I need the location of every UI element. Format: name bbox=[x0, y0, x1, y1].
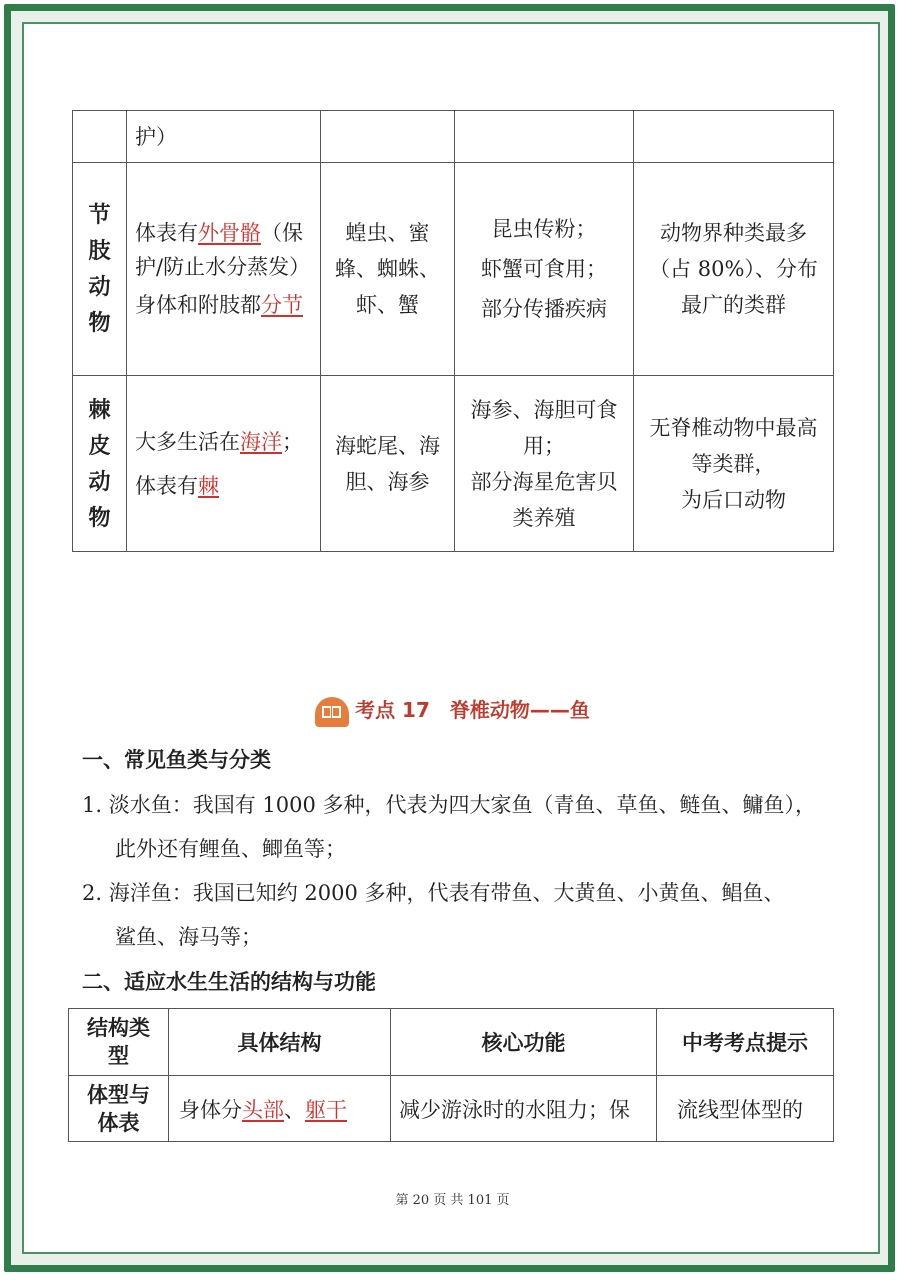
feature-cell: 体表有外骨骼（保护/防止水分蒸发） 身体和附肢都分节 bbox=[127, 163, 321, 376]
relation-cell: 海参、海胆可食用； 部分海星危害贝类养殖 bbox=[455, 376, 634, 552]
section-heading bbox=[0, 694, 905, 727]
list-item-cont: 鲨鱼、海马等； bbox=[115, 925, 262, 949]
tip-cell: 流线型体型的 bbox=[657, 1076, 834, 1142]
list-item-cont: 此外还有鲤鱼、鲫鱼等； bbox=[115, 837, 346, 861]
highlight-term: 分节 bbox=[261, 293, 303, 317]
section-title: 考点 17 脊椎动物——鱼 bbox=[355, 698, 590, 722]
column-header: 中考考点提示 bbox=[657, 1009, 834, 1076]
invertebrate-table bbox=[72, 110, 834, 552]
table-header-row bbox=[69, 1009, 834, 1076]
table-row bbox=[73, 376, 834, 552]
highlight-term: 棘 bbox=[198, 473, 219, 498]
example-cell: 蝗虫、蜜蜂、蜘蛛、虾、蟹 bbox=[321, 163, 455, 376]
column-header: 结构类型 bbox=[69, 1009, 169, 1076]
table-row bbox=[73, 111, 834, 163]
relation-cell: 昆虫传粉； 虾蟹可食用； 部分传播疾病 bbox=[455, 163, 634, 376]
category-cell bbox=[73, 111, 127, 163]
heading-common-fish: 一、常见鱼类与分类 bbox=[82, 747, 271, 772]
relation-cell bbox=[455, 111, 634, 163]
category-cell: 棘皮动物 bbox=[73, 376, 127, 552]
function-cell: 减少游泳时的水阻力；保 bbox=[391, 1076, 657, 1142]
column-header: 具体结构 bbox=[169, 1009, 391, 1076]
fish-structure-table bbox=[68, 1008, 834, 1142]
highlight-term: 海洋 bbox=[240, 429, 282, 454]
structure-cell: 身体分头部、躯干 bbox=[169, 1076, 391, 1142]
type-cell: 体型与体表 bbox=[69, 1076, 169, 1142]
list-item: 1. 淡水鱼：我国有 1000 多种，代表为四大家鱼（青鱼、草鱼、鲢鱼、鳙鱼）， bbox=[82, 793, 817, 817]
highlight-term: 头部 bbox=[242, 1097, 284, 1122]
example-cell bbox=[321, 111, 455, 163]
note-cell bbox=[634, 111, 834, 163]
feature-cell: 大多生活在海洋； 体表有棘 bbox=[127, 376, 321, 552]
book-icon bbox=[315, 697, 349, 727]
list-item: 2. 海洋鱼：我国已知约 2000 多种，代表有带鱼、大黄鱼、小黄鱼、鲳鱼、 bbox=[82, 881, 785, 905]
page-footer: 第 20 页 共 101 页 bbox=[395, 1193, 510, 1208]
column-header: 核心功能 bbox=[391, 1009, 657, 1076]
note-cell: 无脊椎动物中最高等类群， 为后口动物 bbox=[634, 376, 834, 552]
table-row bbox=[73, 163, 834, 376]
table-row bbox=[69, 1076, 834, 1142]
category-cell: 节肢动物 bbox=[73, 163, 127, 376]
example-cell: 海蛇尾、海胆、海参 bbox=[321, 376, 455, 552]
highlight-term: 躯干 bbox=[305, 1097, 347, 1122]
heading-adaptation: 二、适应水生生活的结构与功能 bbox=[82, 969, 376, 994]
feature-cell: 护） bbox=[127, 111, 321, 163]
highlight-term: 外骨骼 bbox=[198, 221, 261, 245]
note-cell: 动物界种类最多（占 80%）、分布最广的类群 bbox=[634, 163, 834, 376]
